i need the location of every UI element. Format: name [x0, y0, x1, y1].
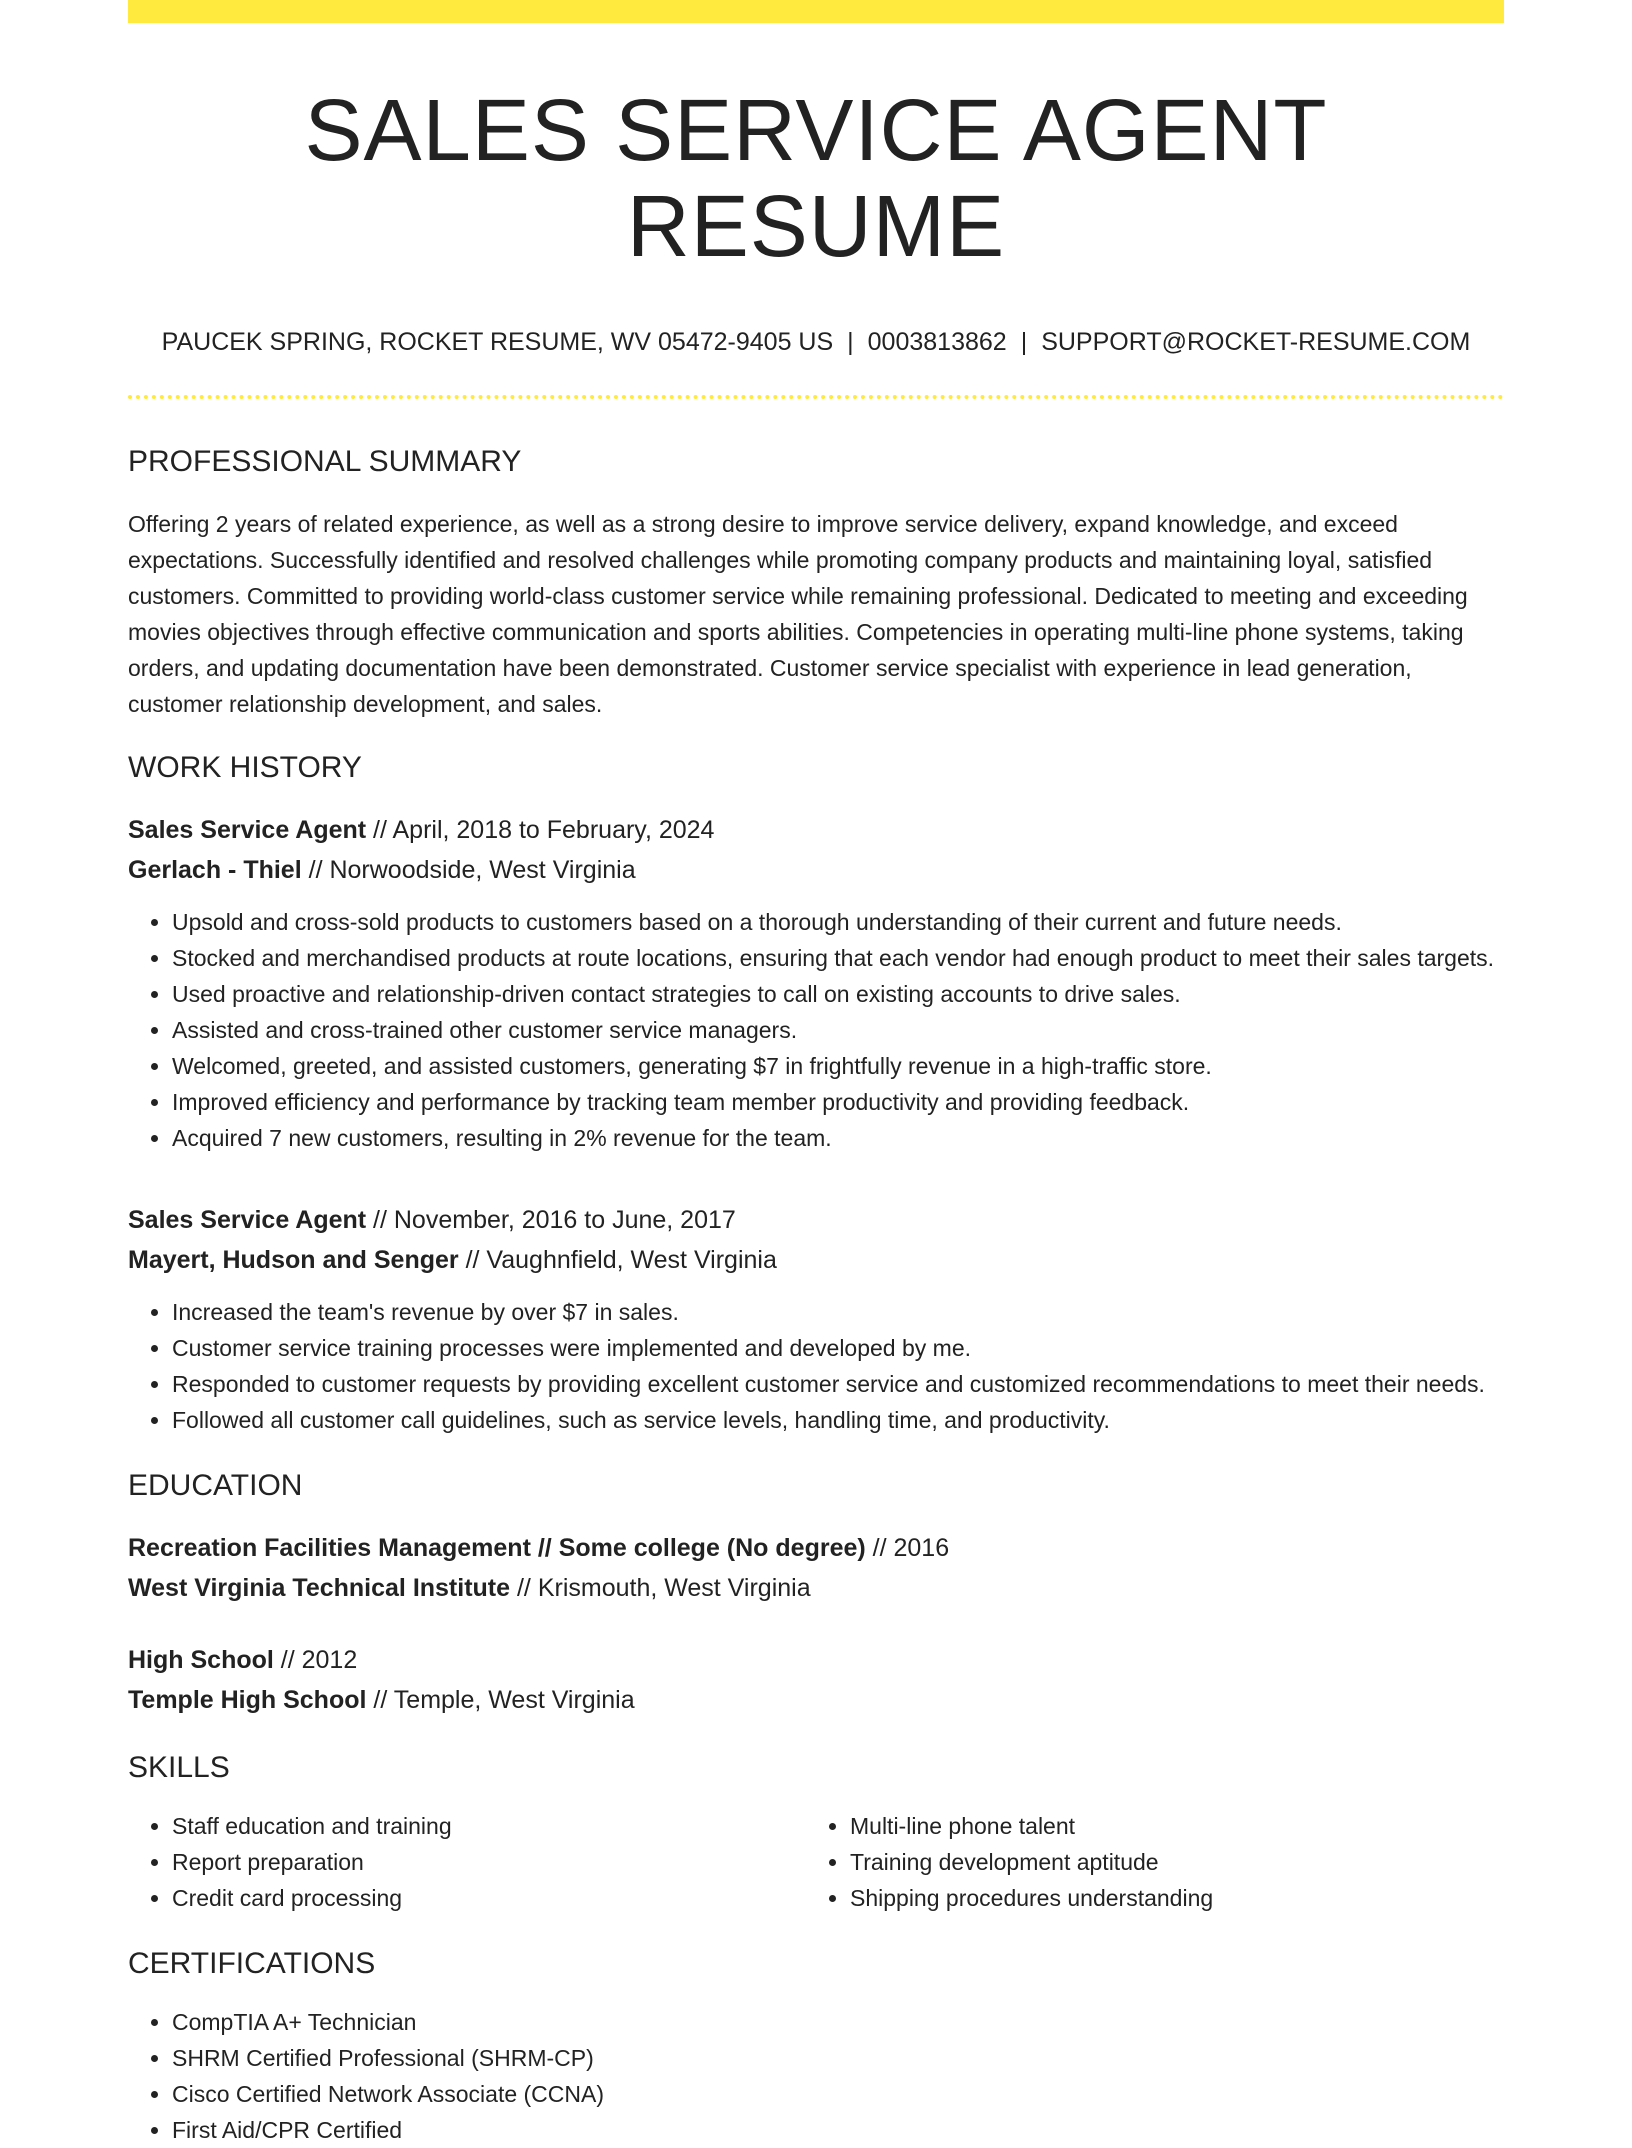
list-item: • Shipping procedures understanding: [850, 1880, 1484, 1916]
summary-text: Offering 2 years of related experience, as well as a strong desire to improve service delivery, expand knowledge, and exceed expectations. Successfully identified and resolved challenges while promoting company products and maintaining loyal, satisfied customers. Committed to providing world-class customer service while remaining professional. Dedicated to meeting and exceeding movies objectives through effective communication and sports abilities. Competencies in operating multi-line phone systems, taking orders, and updating documentation have been demonstrated. Customer service specialist with experience in lead generation, customer relationship development, and sales.: [128, 510, 1468, 717]
education-school-line: [128, 1568, 1504, 1608]
list-item: • Increased the team's revenue by over $7 in sales.: [172, 1294, 1504, 1330]
job-company-line: [128, 1240, 1504, 1280]
education-year: // 2012: [273, 1645, 358, 1674]
job-title-line: [128, 1200, 1504, 1240]
education-heading: EDUCATION: [128, 1468, 303, 1502]
job-company: Mayert, Hudson and Senger: [128, 1245, 459, 1274]
job-company: Gerlach - Thiel: [128, 855, 302, 884]
certifications-heading: CERTIFICATIONS: [128, 1946, 376, 1980]
list-item: • Credit card processing: [172, 1880, 806, 1916]
list-item: • Responded to customer requests by providing excellent customer service and customized recommendations to meet their needs.: [172, 1366, 1504, 1402]
job-bullets: [128, 904, 1504, 1156]
list-item: • Multi-line phone talent: [850, 1808, 1484, 1844]
certifications-list: [128, 2004, 1504, 2148]
education-degree-line: [128, 1528, 1504, 1568]
skills-heading: SKILLS: [128, 1750, 230, 1784]
list-item: • Assisted and cross-trained other customer service managers.: [172, 1012, 1504, 1048]
summary-heading: PROFESSIONAL SUMMARY: [128, 444, 522, 478]
education-location: // Temple, West Virginia: [366, 1685, 635, 1714]
job-location: // Vaughnfield, West Virginia: [458, 1245, 777, 1274]
job-location: // Norwoodside, West Virginia: [301, 855, 636, 884]
list-item: • Upsold and cross-sold products to customers based on a thorough understanding of their current and future needs.: [172, 904, 1504, 940]
list-item: • Followed all customer call guidelines, such as service levels, handling time, and productivity.: [172, 1402, 1504, 1438]
skills-right-column: [806, 1808, 1484, 1916]
list-item: • Cisco Certified Network Associate (CCNA): [172, 2076, 1504, 2112]
education-location: // Krismouth, West Virginia: [510, 1573, 811, 1602]
list-item: • Welcomed, greeted, and assisted customers, generating $7 in frightfully revenue in a high-traffic store.: [172, 1048, 1504, 1084]
contact-email: SUPPORT@ROCKET-RESUME.COM: [1041, 328, 1471, 357]
education-year: // 2016: [865, 1533, 950, 1562]
list-item: • Improved efficiency and performance by tracking team member productivity and providing feedback.: [172, 1084, 1504, 1120]
list-item: • CompTIA A+ Technician: [172, 2004, 1504, 2040]
job-title: Sales Service Agent: [128, 1205, 367, 1234]
contact-line: [128, 326, 1504, 359]
resume-page: [128, 0, 1504, 2148]
contact-address: PAUCEK SPRING, ROCKET RESUME, WV 05472-9405 US: [161, 328, 834, 357]
contact-separator: |: [1020, 328, 1028, 357]
education-school: Temple High School: [128, 1685, 367, 1714]
education-degree: Recreation Facilities Management // Some college (No degree): [128, 1533, 866, 1562]
education-degree-line: [128, 1640, 1504, 1680]
skills-left-column: [128, 1808, 806, 1916]
list-item: • First Aid/CPR Certified: [172, 2112, 1504, 2148]
job-bullets: [128, 1294, 1504, 1438]
education-entry-1: [128, 1528, 1504, 1608]
list-item: • Staff education and training: [172, 1808, 806, 1844]
work-history-heading: WORK HISTORY: [128, 750, 362, 784]
resume-title: SALES SERVICE AGENT RESUME: [304, 82, 1328, 275]
job-title-line: [128, 810, 1504, 850]
list-item: • Report preparation: [172, 1844, 806, 1880]
list-item: • Stocked and merchandised products at route locations, ensuring that each vendor had enough product to meet their sales targets.: [172, 940, 1504, 976]
education-degree: High School: [128, 1645, 274, 1674]
job-company-line: [128, 850, 1504, 890]
skills-grid: [128, 1808, 1504, 1916]
list-item: • Used proactive and relationship-driven contact strategies to call on existing accounts to drive sales.: [172, 976, 1504, 1012]
job-title: Sales Service Agent: [128, 815, 367, 844]
list-item: • Training development aptitude: [850, 1844, 1484, 1880]
education-school-line: [128, 1680, 1504, 1720]
accent-top-bar: [128, 0, 1504, 23]
list-item: • Acquired 7 new customers, resulting in 2% revenue for the team.: [172, 1120, 1504, 1156]
job-entry-2: [128, 1200, 1504, 1438]
job-entry-1: [128, 810, 1504, 1156]
job-dates: // November, 2016 to June, 2017: [366, 1205, 736, 1234]
dotted-divider: [128, 395, 1504, 399]
education-entry-2: [128, 1640, 1504, 1720]
contact-separator: |: [847, 328, 854, 357]
list-item: • SHRM Certified Professional (SHRM-CP): [172, 2040, 1504, 2076]
list-item: • Customer service training processes were implemented and developed by me.: [172, 1330, 1504, 1366]
education-school: West Virginia Technical Institute: [128, 1573, 511, 1602]
job-dates: // April, 2018 to February, 2024: [366, 815, 715, 844]
contact-phone: 0003813862: [867, 328, 1007, 357]
